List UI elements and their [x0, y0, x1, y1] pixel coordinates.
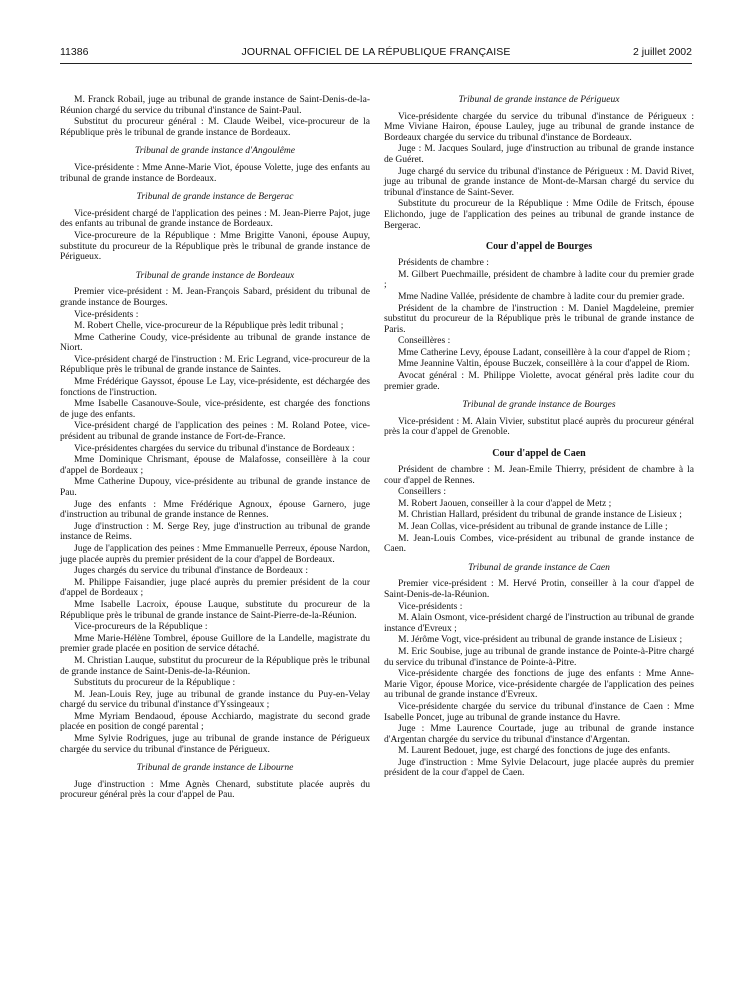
appointment-paragraph: Juge : M. Jacques Soulard, juge d'instruction au tribunal de grande instance de Guéret. [384, 143, 694, 165]
appointment-paragraph: Substitut du procureur général : M. Claude Weibel, vice-procureur de la République près le tribunal de grande instance de Bordeaux. [60, 116, 370, 138]
appointment-paragraph: Mme Dominique Chrismant, épouse de Malafosse, conseillère à la cour d'appel de Bordeaux ; [60, 454, 370, 476]
appointment-paragraph: Vice-président chargé de l'application des peines : M. Jean-Pierre Pajot, juge des enfants au tribunal de grande instance de Bordeaux. [60, 207, 370, 230]
appointment-paragraph: Président de chambre : M. Jean-Emile Thierry, président de chambre à la cour d'appel de Rennes. [384, 464, 694, 486]
appointment-paragraph: Premier vice-président : M. Jean-François Sabard, président du tribunal de grande instance de Bourges. [60, 286, 370, 308]
tribunal-heading: Tribunal de grande instance de Bourges [462, 399, 616, 411]
appointment-paragraph: Vice-présidente : Mme Anne-Marie Viot, épouse Volette, juge des enfants au tribunal de grande instance de Bordeaux. [60, 161, 370, 184]
publication-date: 2 juillet 2002 [633, 46, 692, 58]
appointment-paragraph: M. Philippe Faisandier, juge placé auprès du premier président de la cour d'appel de Bordeaux ; [60, 576, 370, 599]
appointment-paragraph: M. Eric Soubise, juge au tribunal de grande instance de Pointe-à-Pitre chargé du service du tribunal d'instance de Pointe-à-Pitre. [384, 645, 694, 668]
appointment-paragraph: M. Christian Hallard, président du tribunal de grande instance de Lisieux ; [398, 509, 682, 521]
appointment-paragraph: Mme Isabelle Casanouve-Soule, vice-présidente, est chargée des fonctions de juge des enfants. [60, 398, 370, 420]
appointment-paragraph: Mme Isabelle Lacroix, épouse Lauque, substitute du procureur de la République près le tribunal de grande instance de Saint-Pierre-de-la-Réunion. [60, 598, 370, 621]
appointment-paragraph: Mme Catherine Dupouy, vice-présidente au tribunal de grande instance de Pau. [60, 476, 370, 498]
appointment-paragraph: Juge d'instruction : M. Serge Rey, juge d'instruction au tribunal de grande instance de Reims. [60, 520, 370, 543]
appointment-paragraph: Substitute du procureur de la République : Mme Odile de Fritsch, épouse Elichondo, juge de l'application des peines au tribunal de grande instance de Bergerac. [384, 198, 694, 231]
appointment-paragraph: Vice-président : M. Alain Vivier, substitut placé auprès du procureur général près la cour d'appel de Grenoble. [384, 415, 694, 438]
tribunal-heading: Tribunal de grande instance de Périgueux [458, 94, 620, 105]
appointment-paragraph: M. Jérôme Vogt, vice-président au tribunal de grande instance de Lisieux ; [398, 634, 683, 646]
appointment-paragraph: Mme Jeannine Valtin, épouse Buczek, conseillère à la cour d'appel de Riom. [398, 358, 690, 370]
tribunal-heading: Tribunal de grande instance d'Angoulême [134, 145, 296, 157]
appointment-paragraph: Mme Catherine Coudy, vice-présidente au tribunal de grande instance de Niort. [60, 331, 370, 354]
appointment-paragraph: Conseillers : [398, 486, 446, 498]
appointment-paragraph: Président de la chambre de l'instruction : M. Daniel Magdeleine, premier substitut du procureur de la République près le tribunal de grande instance de Paris. [384, 302, 694, 335]
court-heading: Cour d'appel de Caen [492, 448, 586, 460]
appointment-paragraph: M. Gilbert Puechmaille, président de chambre à ladite cour du premier grade ; [384, 268, 694, 291]
appointment-paragraph: Juge d'instruction : Mme Agnès Chenard, substitute placée auprès du procureur général près la cour d'appel de Pau. [60, 778, 370, 801]
appointment-paragraph: M. Alain Osmont, vice-président chargé de l'instruction au tribunal de grande instance d'Evreux ; [384, 612, 694, 634]
appointment-paragraph: Mme Marie-Hélène Tombrel, épouse Guillore de la Landelle, magistrate du premier grade placée en position de service détaché. [60, 632, 370, 655]
tribunal-heading: Tribunal de grande instance de Caen [468, 561, 610, 573]
appointment-paragraph: Juge de l'application des peines : Mme Emmanuelle Perreux, épouse Nardon, juge placée auprès du premier président de la cour d'appel de Bordeaux. [60, 542, 370, 565]
appointment-paragraph: Mme Myriam Bendaoud, épouse Acchiardo, magistrate du second grade placée en position de congé parental ; [60, 710, 370, 733]
appointment-paragraph: Vice-présidente chargée des fonctions de juge des enfants : Mme Anne-Marie Vigor, épouse Morice, vice-présidente chargée de l'application des peines au tribunal de grande instance d'Evreux. [384, 668, 694, 701]
appointment-paragraph: Vice-procureurs de la République : [74, 621, 208, 633]
page-header [60, 46, 692, 62]
appointment-paragraph: Mme Nadine Vallée, présidente de chambre à ladite cour du premier grade. [398, 290, 685, 302]
appointment-paragraph: Vice-présidents : [74, 308, 139, 320]
court-heading: Cour d'appel de Bourges [485, 241, 593, 253]
tribunal-heading: Tribunal de grande instance de Bergerac [136, 191, 294, 203]
appointment-paragraph: Mme Frédérique Gayssot, épouse Le Lay, vice-présidente, est déchargée des fonctions de l'instruction. [60, 376, 370, 398]
appointment-paragraph: M. Robert Jaouen, conseiller à la cour d'appel de Metz ; [398, 497, 612, 509]
appointment-paragraph: M. Laurent Bedouet, juge, est chargé des fonctions de juge des enfants. [398, 745, 671, 757]
appointment-paragraph: Vice-présidente chargée du service du tribunal d'instance de Caen : Mme Isabelle Poncet, juge au tribunal de grande instance du Havre. [384, 700, 694, 723]
appointment-paragraph: M. Christian Lauque, substitut du procureur de la République près le tribunal de grande instance de Saint-Denis-de-la-Réunion. [60, 654, 370, 677]
appointment-paragraph: Substituts du procureur de la République : [74, 677, 236, 689]
appointment-paragraph: Premier vice-président : M. Hervé Protin, conseiller à la cour d'appel de Saint-Denis-de-la-Réunion. [384, 578, 694, 600]
appointment-paragraph: Vice-président chargé de l'application des peines : M. Roland Potee, vice-président au tribunal de grande instance de Fort-de-France. [60, 420, 370, 443]
appointment-paragraph: M. Robert Chelle, vice-procureur de la République près ledit tribunal ; [74, 320, 344, 332]
appointment-paragraph: M. Jean Collas, vice-président au tribunal de grande instance de Lille ; [398, 521, 668, 532]
appointment-paragraph: Présidents de chambre : [398, 257, 489, 269]
appointment-paragraph: Juge d'instruction : Mme Sylvie Delacourt, juge placée auprès du premier président de la cour d'appel de Caen. [384, 756, 694, 779]
appointment-paragraph: Mme Catherine Levy, épouse Ladant, conseillère à la cour d'appel de Riom ; [398, 346, 691, 358]
appointment-paragraph: Juge : Mme Laurence Courtade, juge au tribunal de grande instance d'Argentan chargée du service du tribunal d'instance d'Argentan. [384, 723, 694, 745]
appointment-paragraph: Vice-présidentes chargées du service du tribunal d'instance de Bordeaux : [74, 442, 355, 454]
appointment-paragraph: Vice-présidents : [398, 600, 463, 612]
appointment-paragraph: M. Franck Robail, juge au tribunal de grande instance de Saint-Denis-de-la-Réunion chargé du service du tribunal d'instance de Saint-Paul. [60, 94, 370, 116]
appointment-paragraph: Juges chargés du service du tribunal d'instance de Bordeaux : [74, 565, 309, 577]
appointment-paragraph: Juge chargé du service du tribunal d'instance de Périgueux : M. David Rivet, juge au tribunal de grande instance de Mont-de-Marsan chargé du service du tribunal d'instance de Saint-Sever. [384, 165, 694, 198]
page-number: 11386 [60, 46, 89, 58]
appointment-paragraph: Conseillères : [398, 335, 451, 347]
appointment-paragraph: Vice-présidente chargée du service du tribunal d'instance de Périgueux : Mme Viviane Hairon, épouse Lauley, juge au tribunal de grande instance de Bordeaux chargée du service du tribunal d'instance de Bordeaux. [384, 110, 694, 143]
appointment-paragraph: Mme Sylvie Rodrigues, juge au tribunal de grande instance de Périgueux chargée du service du tribunal d'instance de Périgueux. [60, 733, 370, 755]
appointment-paragraph: Avocat général : M. Philippe Violette, avocat général près ladite cour du premier grade. [384, 370, 694, 392]
left-column [60, 95, 370, 802]
tribunal-heading: Tribunal de grande instance de Libourne [136, 762, 294, 774]
appointment-paragraph: Vice-procureure de la République : Mme Brigitte Vanoni, épouse Aupuy, substitute du procureur de la République près le tribunal de grande instance de Périgueux. [60, 229, 370, 263]
tribunal-heading: Tribunal de grande instance de Bordeaux [135, 269, 295, 281]
journal-title: JOURNAL OFFICIEL DE LA RÉPUBLIQUE FRANÇAISE [241, 46, 511, 58]
appointment-paragraph: M. Jean-Louis Rey, juge au tribunal de grande instance du Puy-en-Velay chargé du service du tribunal d'instance d'Yssingeaux ; [60, 688, 370, 711]
appointment-paragraph: M. Jean-Louis Combes, vice-président au tribunal de grande instance de Caen. [384, 532, 694, 555]
appointment-paragraph: Juge des enfants : Mme Frédérique Agnoux, épouse Garnero, juge d'instruction au tribunal de grande instance de Rennes. [60, 498, 370, 521]
right-column [384, 95, 694, 780]
header-rule [60, 63, 692, 64]
appointment-paragraph: Vice-président chargé de l'instruction : M. Eric Legrand, vice-procureur de la République près le tribunal de grande instance de Saintes. [60, 353, 370, 376]
